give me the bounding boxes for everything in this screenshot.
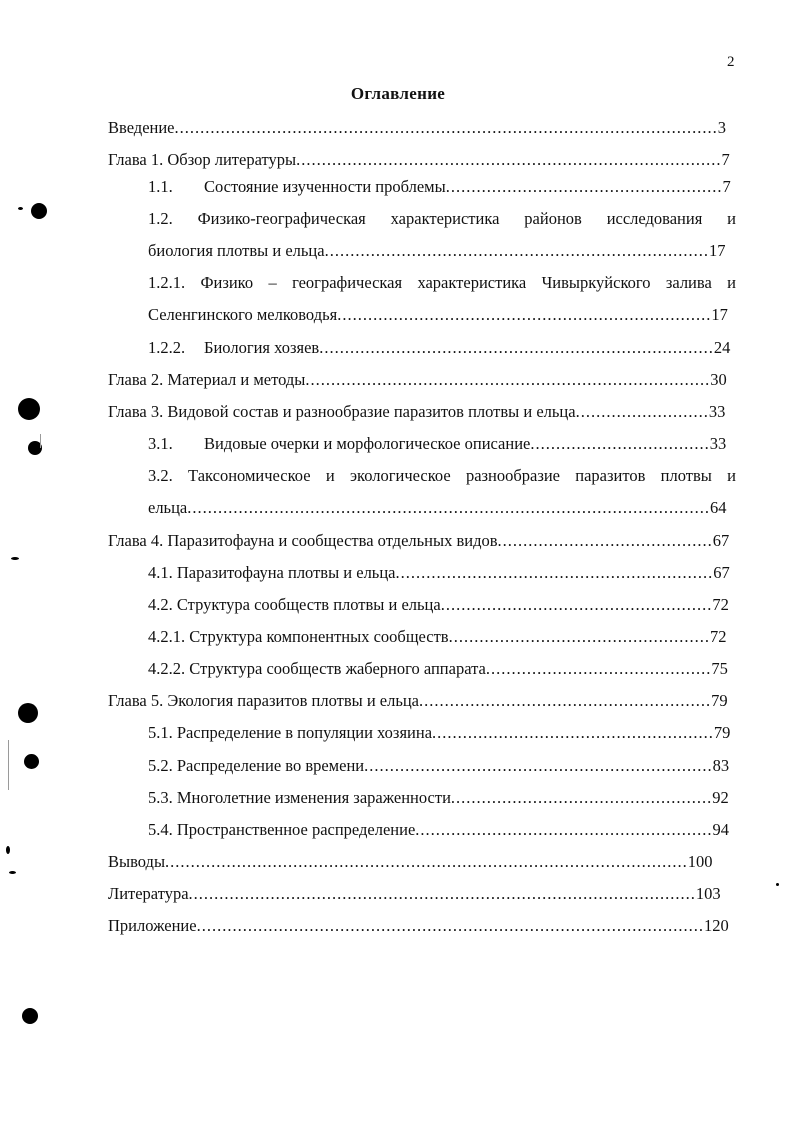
toc-word: исследования [606,209,703,228]
toc-word: характеристика [417,273,527,292]
toc-word: Таксономическое [188,466,311,485]
punch-hole-mark [18,703,38,723]
toc-word: Чивыркуйского [541,273,651,292]
toc-entry-section-5-1: 5.1. Распределение в популяции хозяина.......................................................79 [148,723,731,742]
toc-entry-section-5-4: 5.4. Пространственное распределение..........................................................94 [148,820,730,839]
toc-entry-chapter-3: Глава 3. Видовой состав и разнообразие паразитов плотвы и ельца..........................33 [108,402,726,421]
toc-word: Физико [200,273,254,292]
toc-entry-chapter-4: Глава 4. Паразитофауна и сообщества отдельных видов..........................................67 [108,531,730,550]
toc-word: и [727,466,736,485]
toc-entry-section-1-2 [148,209,736,229]
toc-word: Физико-географическая [197,209,366,228]
toc-word: географическая [292,273,403,292]
speck-mark [6,846,10,854]
toc-word: и [727,209,736,228]
toc-entry-chapter-1: Глава 1. Обзор литературы...................................................................................7 [108,150,730,169]
toc-word: – [268,273,277,292]
toc-entry-section-1-1: 1.1. Состояние изученности проблемы......................................................7 [148,177,731,196]
toc-entry-section-1-2-2: 1.2.2. Биология хозяев.............................................................................24 [148,338,731,357]
toc-entry-section-4-2-1: 4.2.1. Структура компонентных сообществ...................................................72 [148,627,727,646]
punch-hole-mark [22,1008,38,1024]
toc-entry-section-3-1: 3.1. Видовые очерки и морфологическое описание...................................33 [148,434,727,453]
toc-word: плотвы [660,466,712,485]
punch-hole-mark [24,754,39,769]
toc-entry-chapter-5: Глава 5. Экология паразитов плотвы и ельца.........................................................79 [108,691,728,710]
page-number: 2 [727,54,735,70]
speck-mark [11,557,19,560]
toc-entry-section-1-2-continuation: биология плотвы и ельца...........................................................................17 [148,241,726,260]
toc-word: паразитов [575,466,646,485]
toc-entry-section-4-2-2: 4.2.2. Структура сообществ жаберного аппарата............................................75 [148,659,728,678]
toc-word: экологическое [349,466,451,485]
toc-entry-literature: Литература...................................................................................................103 [108,884,721,903]
toc-entry-introduction: Введение..........................................................................................................3 [108,118,727,137]
punch-hole-mark [31,203,47,219]
toc-entry-section-3-2-continuation: ельца......................................................................................................64 [148,498,727,517]
toc-entry-appendix: Приложение...................................................................................................120 [108,916,729,935]
speck-mark [18,207,23,210]
toc-word: 1.2. [148,209,173,228]
toc-entry-section-5-3: 5.3. Многолетние изменения зараженности...................................................92 [148,788,729,807]
toc-word: и [727,273,736,292]
toc-entry-section-1-2-1 [148,273,736,293]
toc-word: залива [665,273,712,292]
toc-word: 3.2. [148,466,173,485]
speck-mark [776,883,779,886]
scan-edge-line [40,434,41,448]
toc-entry-section-5-2: 5.2. Распределение во времени....................................................................83 [148,756,730,775]
toc-entry-section-3-2 [148,466,736,486]
toc-word: 1.2.1. [148,273,186,292]
toc-word: характеристика [390,209,500,228]
punch-hole-mark [18,398,40,420]
toc-word: районов [524,209,582,228]
scan-edge-line [8,740,9,790]
toc-word: разнообразие [465,466,560,485]
toc-entry-section-1-2-1-continuation: Селенгинского мелководья.........................................................................17 [148,305,728,324]
toc-entry-section-4-1: 4.1. Паразитофауна плотвы и ельца..............................................................67 [148,563,730,582]
speck-mark [9,871,16,874]
toc-entry-chapter-2: Глава 2. Материал и методы...............................................................................30 [108,370,727,389]
toc-word: и [325,466,335,485]
page-title: Оглавление [350,84,446,103]
toc-entry-conclusions: Выводы......................................................................................................100 [108,852,713,871]
toc-entry-section-4-2: 4.2. Структура сообществ плотвы и ельца.....................................................72 [148,595,729,614]
